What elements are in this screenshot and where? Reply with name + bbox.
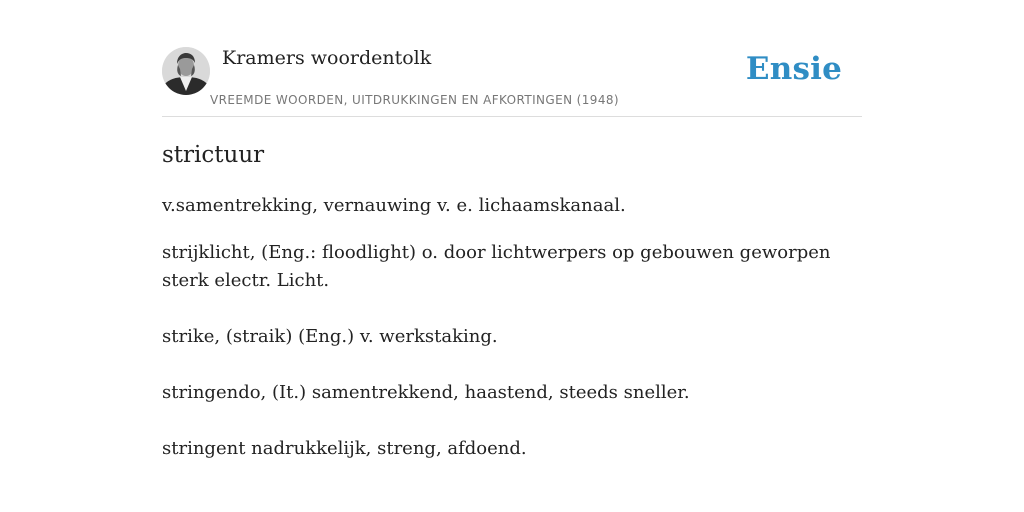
entry-title: strictuur: [162, 142, 265, 168]
portrait-avatar-icon: [162, 47, 210, 95]
entry-content: [162, 138, 862, 463]
source-title-link[interactable]: Kramers woordentolk: [222, 47, 432, 69]
entry-definition: v.samentrekking, vernauwing v. e. lichaamskanaal.: [162, 195, 626, 216]
related-entry: strike, (straik) (Eng.) v. werkstaking.: [162, 326, 498, 347]
related-entry: stringendo, (It.) samentrekkend, haastend, steeds sneller.: [162, 382, 690, 403]
ensie-logo[interactable]: Ensie: [745, 51, 842, 87]
source-subtitle: VREEMDE WOORDEN, UITDRUKKINGEN EN AFKORTINGEN (1948): [210, 93, 619, 107]
page-header: [162, 46, 862, 117]
related-entry: stringent nadrukkelijk, streng, afdoend.: [162, 438, 527, 459]
related-entry: strijklicht, (Eng.: floodlight) o. door lichtwerpers op gebouwen geworpen sterk electr. Licht.: [162, 242, 831, 291]
